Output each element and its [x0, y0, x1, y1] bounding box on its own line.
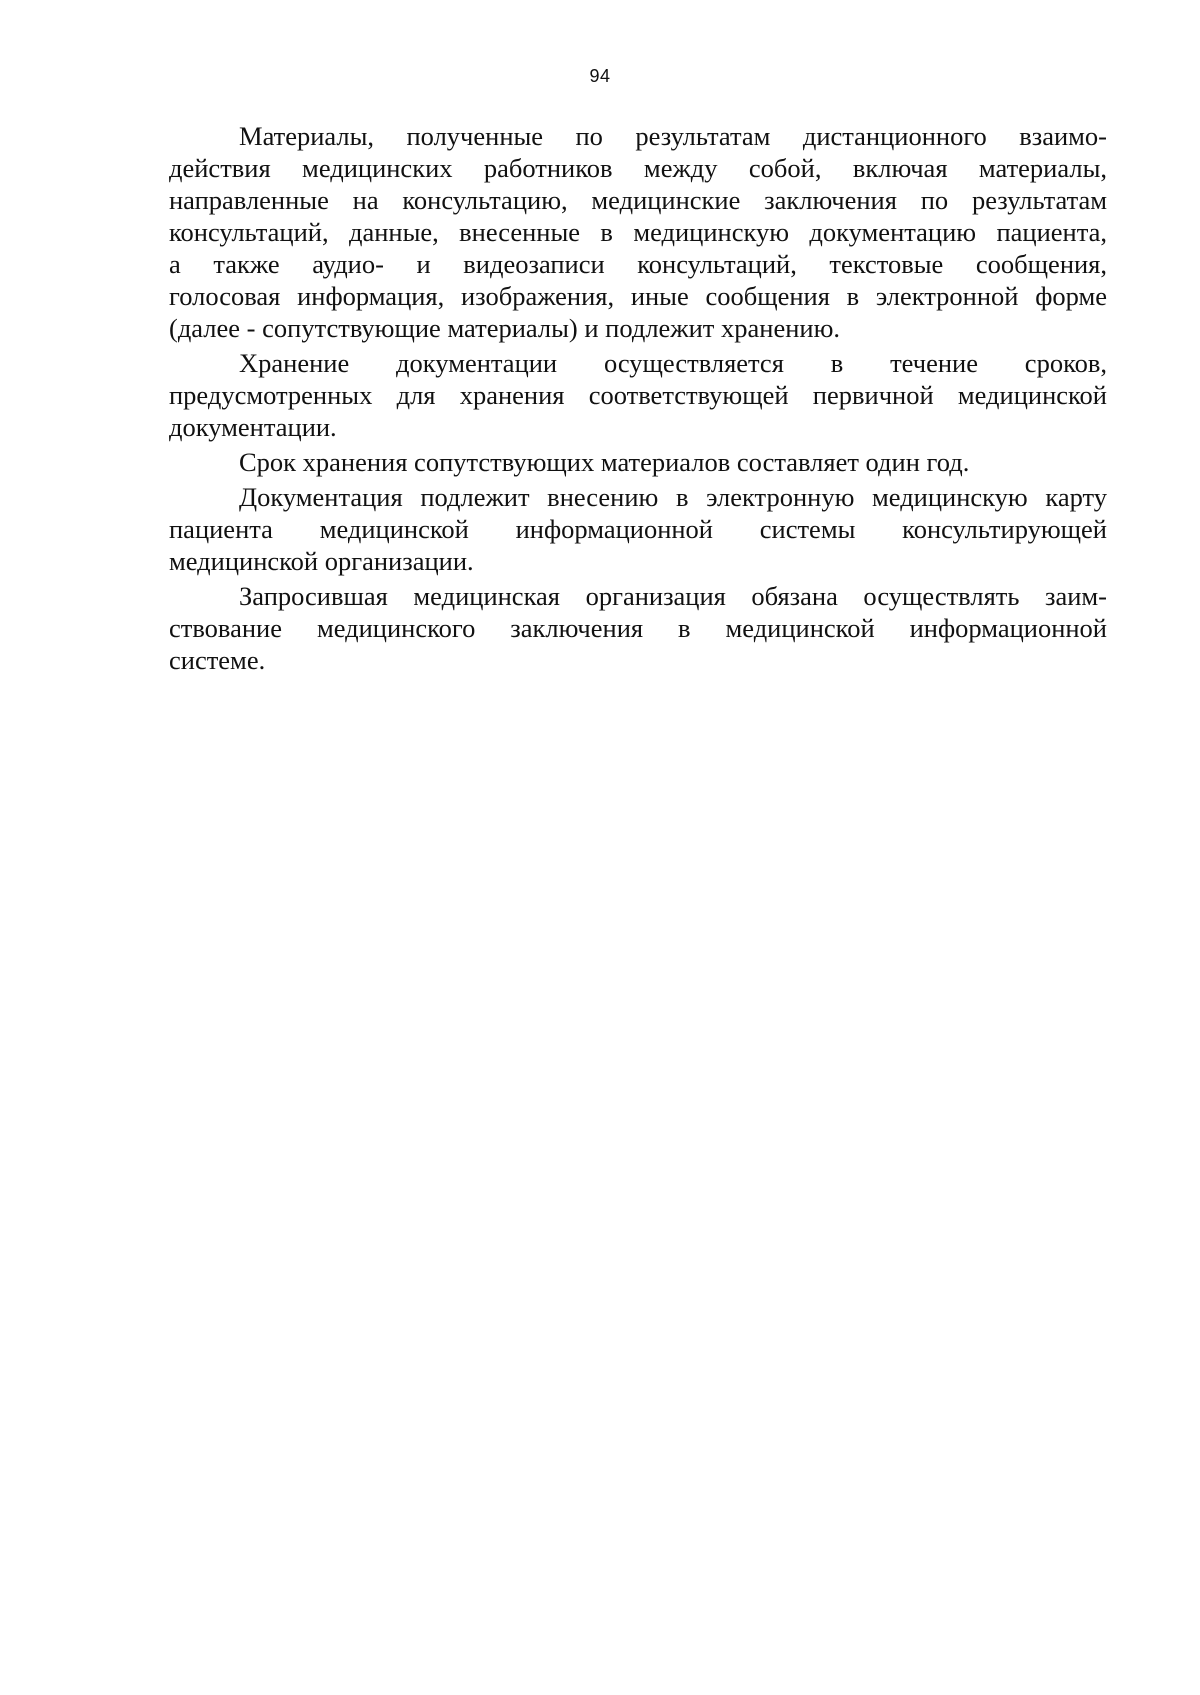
paragraph-borrowing: [169, 580, 1107, 676]
text-line: документации.: [169, 412, 337, 442]
text-line: предусмотренных для хранения соответствующей первичной медицинской: [169, 380, 1107, 410]
text-line: Материалы, полученные по результатам дистанционного взаимо-: [239, 121, 1107, 151]
text-line: (далее - сопутствующие материалы) и подлежит хранению.: [169, 313, 840, 343]
paragraph-materials: [169, 120, 1107, 344]
text-line: Документация подлежит внесению в электронную медицинскую карту: [239, 482, 1107, 512]
text-line: консультаций, данные, внесенные в медицинскую документацию пациента,: [169, 217, 1107, 247]
text-line: медицинской организации.: [169, 546, 474, 576]
text-line: действия медицинских работников между собой, включая материалы,: [169, 153, 1107, 183]
paragraph-storage: [169, 347, 1107, 443]
text-line: системе.: [169, 645, 266, 675]
page-number: 94: [589, 66, 611, 86]
text-line: Хранение документации осуществляется в течение сроков,: [239, 348, 1107, 378]
paragraph-retention-period: [169, 446, 1107, 478]
paragraph-emr-entry: [169, 481, 1107, 577]
text-line: Запросившая медицинская организация обязана осуществлять заим-: [239, 581, 1107, 611]
text-line: ствование медицинского заключения в медицинской информационной: [169, 613, 1107, 643]
text-line: направленные на консультацию, медицинские заключения по результатам: [169, 185, 1107, 215]
document-body: [169, 120, 1107, 679]
text-line: пациента медицинской информационной системы консультирующей: [169, 514, 1107, 544]
text-line: голосовая информация, изображения, иные сообщения в электронной форме: [169, 281, 1107, 311]
text-line: а также аудио- и видеозаписи консультаций, текстовые сообщения,: [169, 249, 1107, 279]
text-line: Срок хранения сопутствующих материалов составляет один год.: [239, 447, 970, 477]
